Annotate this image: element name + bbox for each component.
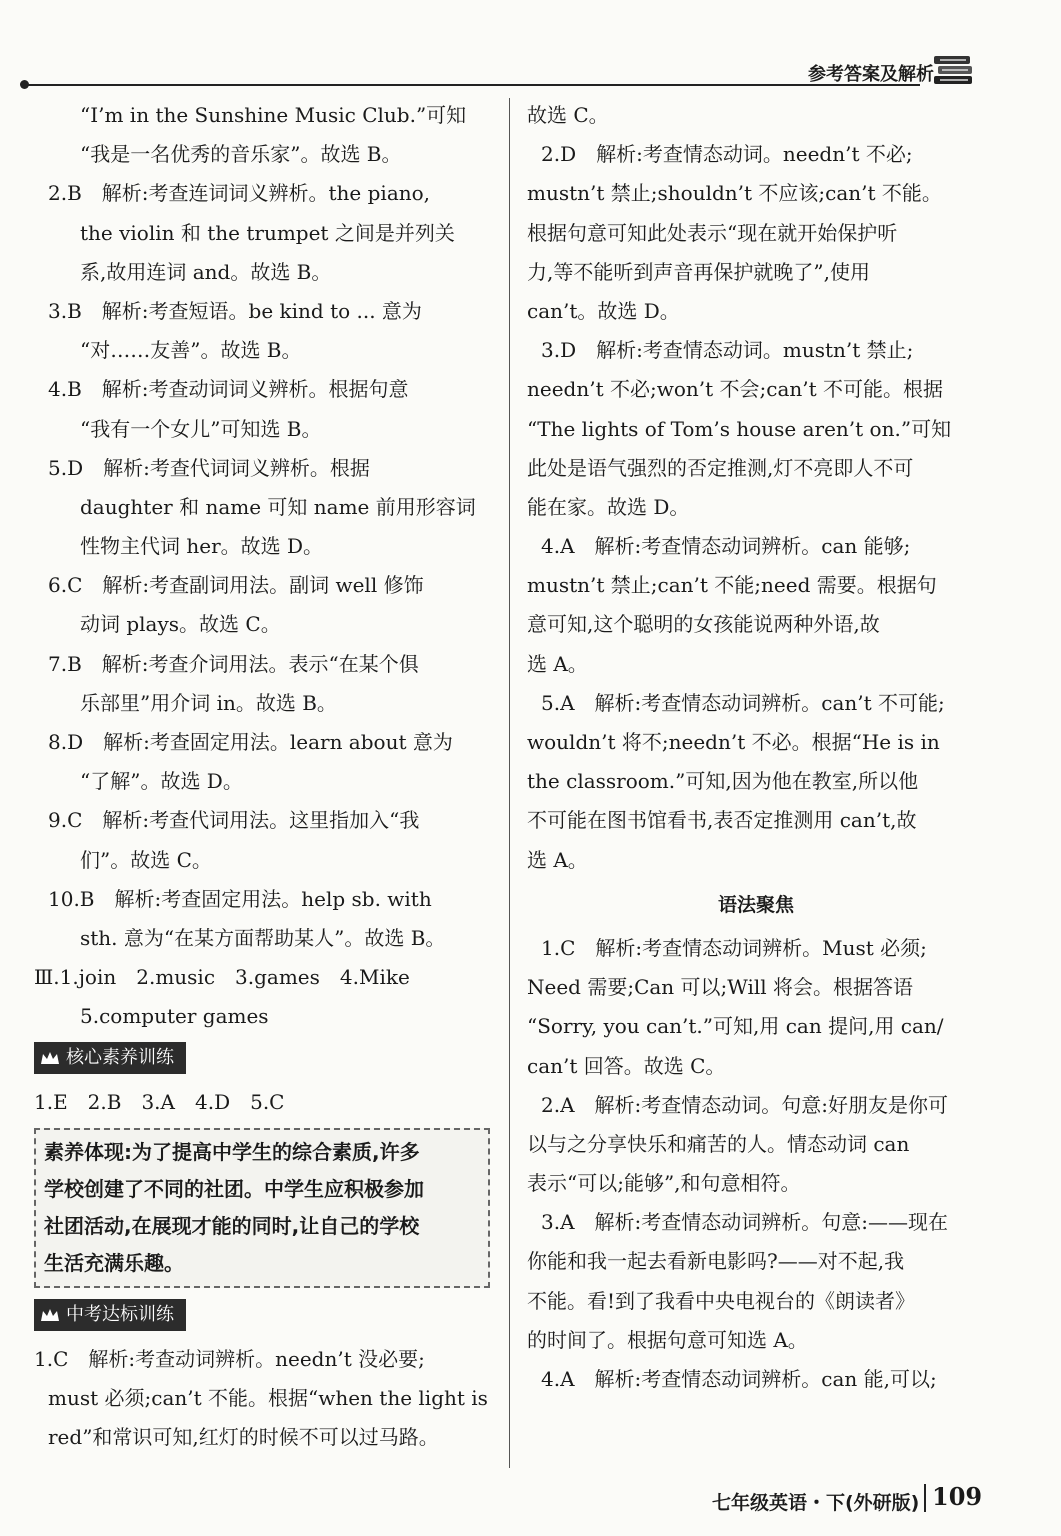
answer-line: 们”。故选 C。 <box>80 847 212 872</box>
section-tag-core <box>34 1042 186 1074</box>
page-header-title: 参考答案及解析 <box>808 64 934 85</box>
section-tag-exam <box>34 1299 186 1331</box>
footer-book-title: 七年级英语・下(外研版) <box>712 1492 920 1514</box>
answer-line: Need 需要;Can 可以;Will 将会。根据答语 <box>527 975 914 1000</box>
header-rule <box>24 84 920 86</box>
answer-line: 3.D 解析:考查情态动词。mustn’t 禁止; <box>541 338 914 363</box>
answer-line: 素养体现:为了提高中学生的综合素质,许多 <box>44 1139 420 1164</box>
answer-line: wouldn’t 将不;needn’t 不必。根据“He is in <box>527 730 940 754</box>
grammar-answers <box>527 929 985 1399</box>
answer-line: 表示“可以;能够”,和句意相符。 <box>527 1171 801 1196</box>
answer-line: 性物主代词 her。故选 D。 <box>80 534 324 559</box>
page-number: 109 <box>932 1482 983 1511</box>
answer-line: the classroom.”可知,因为他在教室,所以他 <box>527 769 919 794</box>
answer-line: 6.C 解析:考查副词用法。副词 well 修饰 <box>48 573 424 598</box>
answer-line: “The lights of Tom’s house aren’t on.”可知 <box>527 416 952 441</box>
answer-line: 2.B 解析:考查连词词义辨析。the piano, <box>48 181 431 206</box>
answer-line: 选 A。 <box>527 651 588 676</box>
answer-line: 系,故用连词 and。故选 B。 <box>80 259 332 284</box>
left-column <box>34 96 490 1458</box>
answer-line: red”和常识可知,红灯的时候不可以过马路。 <box>48 1425 439 1450</box>
footer-divider <box>924 1484 926 1512</box>
exam-answers <box>34 1340 490 1458</box>
answer-line: 的时间了。根据句意可知选 A。 <box>527 1327 808 1352</box>
section-tag-label: 中考达标训练 <box>66 1304 174 1326</box>
answer-line: mustn’t 禁止;can’t 不能;need 需要。根据句 <box>527 573 937 598</box>
left-answers <box>34 96 490 1037</box>
answer-line: 此处是语气强烈的否定推测,灯不亮即人不可 <box>527 455 914 480</box>
books-icon <box>932 52 976 92</box>
answer-line: 2.D 解析:考查情态动词。needn’t 不必; <box>541 142 913 167</box>
crown-icon <box>40 1307 60 1323</box>
answer-line: 7.B 解析:考查介词用法。表示“在某个俱 <box>48 651 419 676</box>
answer-line: 学校创建了不同的社团。中学生应积极参加 <box>44 1176 424 1201</box>
crown-icon <box>40 1050 60 1066</box>
answer-line: 动词 plays。故选 C。 <box>80 612 281 637</box>
core-answers: 1.E 2.B 3.A 4.D 5.C <box>34 1089 285 1114</box>
answer-line: 10.B 解析:考查固定用法。help sb. with <box>48 886 432 911</box>
answer-line: 根据句意可知此处表示“现在就开始保护听 <box>527 220 898 245</box>
answer-line: 你能和我一起去看新电影吗?——对不起,我 <box>527 1249 905 1274</box>
answer-line: 能在家。故选 D。 <box>527 494 690 519</box>
answer-line: 1.C 解析:考查情态动词辨析。Must 必须; <box>541 935 927 960</box>
answer-line: 意可知,这个聪明的女孩能说两种外语,故 <box>527 612 880 637</box>
answer-line: 社团活动,在展现才能的同时,让自己的学校 <box>44 1213 420 1238</box>
answer-line: 5.A 解析:考查情态动词辨析。can’t 不可能; <box>541 690 945 715</box>
answer-line: 不可能在图书馆看书,表否定推测用 can’t,故 <box>527 808 917 833</box>
answer-line: “我是一名优秀的音乐家”。故选 B。 <box>80 142 402 167</box>
answer-line: “对……友善”。故选 B。 <box>80 338 302 363</box>
right-answers <box>527 96 985 880</box>
answer-line: 力,等不能听到声音再保护就晚了”,使用 <box>527 259 870 284</box>
column-divider <box>509 98 510 1468</box>
right-column <box>527 96 985 1399</box>
answer-line: 4.A 解析:考查情态动词辨析。can 能够; <box>541 534 911 559</box>
answer-line: 3.B 解析:考查短语。be kind to ... 意为 <box>48 298 422 323</box>
answer-line: Ⅲ.1.join 2.music 3.games 4.Mike <box>34 965 410 990</box>
answer-line: 1.C 解析:考查动词辨析。needn’t 没必要; <box>34 1347 425 1372</box>
answer-line: “I’m in the Sunshine Music Club.”可知 <box>80 103 467 127</box>
section-tag-label: 核心素养训练 <box>66 1046 174 1068</box>
answer-line: 生活充满乐趣。 <box>44 1250 184 1275</box>
answer-line: 4.B 解析:考查动词词义辨析。根据句意 <box>48 377 409 402</box>
answer-line: “Sorry, you can’t.”可知,用 can 提问,用 can/ <box>527 1014 944 1039</box>
answer-line: 不能。看!到了我看中央电视台的《朗读者》 <box>527 1288 916 1313</box>
answer-line: 乐部里”用介词 in。故选 B。 <box>80 690 337 715</box>
answer-line: 以与之分享快乐和痛苦的人。情态动词 can <box>527 1131 910 1156</box>
answer-line: can’t 回答。故选 C。 <box>527 1053 726 1078</box>
answer-line: the violin 和 the trumpet 之间是并列关 <box>80 220 455 245</box>
answer-line: needn’t 不必;won’t 不会;can’t 不可能。根据 <box>527 377 944 402</box>
answer-line: daughter 和 name 可知 name 前用形容词 <box>80 494 476 519</box>
answer-line: 5.D 解析:考查代词词义辨析。根据 <box>48 455 370 480</box>
answer-line: can’t。故选 D。 <box>527 298 680 323</box>
answer-line: sth. 意为“在某方面帮助某人”。故选 B。 <box>80 925 446 950</box>
answer-line: “了解”。故选 D。 <box>80 769 243 794</box>
answer-line: 8.D 解析:考查固定用法。learn about 意为 <box>48 730 453 754</box>
answer-line: 选 A。 <box>527 847 588 872</box>
answer-line: 故选 C。 <box>527 103 609 127</box>
literacy-note-box <box>34 1128 490 1288</box>
section-title-grammar: 语法聚焦 <box>717 893 794 916</box>
answer-line: 5.computer games <box>80 1004 269 1029</box>
answer-line: 9.C 解析:考查代词用法。这里指加入“我 <box>48 808 420 833</box>
answer-line: “我有一个女儿”可知选 B。 <box>80 416 322 441</box>
answer-line: mustn’t 禁止;shouldn’t 不应该;can’t 不能。 <box>527 181 942 206</box>
answer-line: 2.A 解析:考查情态动词。句意:好朋友是你可 <box>541 1092 949 1117</box>
answer-line: must 必须;can’t 不能。根据“when the light is <box>48 1386 488 1411</box>
answer-line: 4.A 解析:考查情态动词辨析。can 能,可以; <box>541 1367 937 1391</box>
answer-line: 3.A 解析:考查情态动词辨析。句意:——现在 <box>541 1210 949 1235</box>
